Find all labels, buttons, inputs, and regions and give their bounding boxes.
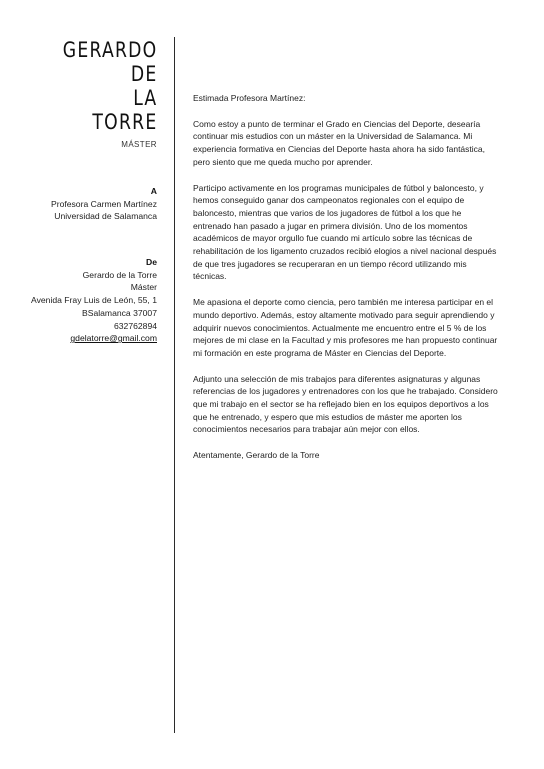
letter-paragraph: Adjunto una selección de mis trabajos para diferentes asignaturas y algunas referencias de los jugadores y entrenadores con los que he trabajado. Considero que mi trabajo en el sector se ha reflejado bien en los equipos deportivos a los que he entrenado, y espero que mis estudios de máster me aporten los conocimientos necesarios para trabajar aún mejor con ellos. xyxy=(193,373,498,435)
applicant-name xyxy=(62,38,157,134)
name-line: DE xyxy=(130,62,157,86)
recipient-name: Profesora Carmen Martínez xyxy=(50,198,157,209)
recipient-organization: Universidad de Salamanca xyxy=(54,211,157,222)
name-line: GERARDO xyxy=(62,38,157,62)
letter-body xyxy=(193,92,498,475)
applicant-role: MÁSTER xyxy=(121,140,157,149)
vertical-divider xyxy=(174,37,175,733)
letter-greeting: Estimada Profesora Martínez: xyxy=(193,93,306,103)
letter-paragraph: Participo activamente en los programas municipales de fútbol y baloncesto, y hemos conseguido ganar dos campeonatos regionales con el equipo de baloncesto, mientras que varios de los jugadores de fútbol a los que he entrenado han pasado a jugar en primera división. Uno de los momentos académicos de mayor orgullo fue cuando mi artículo sobre las técnicas de rehabilitación de los ligamento cruzados recibió elogios a nivel nacional después de que tres jugadores se recuperaran en un tiempo récord utilizando mis técnicas. xyxy=(193,182,497,282)
name-line: TORRE xyxy=(91,110,157,134)
sender-block xyxy=(31,256,157,345)
sender-name: Gerardo de la Torre xyxy=(82,269,157,280)
sender-role: Máster xyxy=(130,282,157,293)
recipient-label: A xyxy=(150,186,157,196)
sender-email-link[interactable]: gdelatorre@gmail.com xyxy=(70,333,157,344)
sender-label: De xyxy=(146,257,157,267)
letter-paragraph: Como estoy a punto de terminar el Grado en Ciencias del Deporte, desearía continuar mis estudios con un máster en la Universidad de Salamanca. Mi experiencia formativa en Ciencias del Deporte hasta ahora ha sido fantástica, pero siento que me queda mucho por aprender. xyxy=(193,118,486,167)
sender-city: BSalamanca 37007 xyxy=(81,307,157,318)
letter-closing: Atentamente, Gerardo de la Torre xyxy=(193,450,320,461)
recipient-block xyxy=(51,185,157,223)
sender-phone: 632762894 xyxy=(113,320,157,331)
letter-paragraph: Me apasiona el deporte como ciencia, pero también me interesa participar en el mundo deportivo. Además, estoy altamente motivado para seguir aprendiendo y adquirir nuevos conocimientos. Actualmente me encuentro entre el 5 % de los mejores de mi clase en la Facultad y mis profesores me han propuesto continuar mi formación en este programa de Máster en Ciencias del Deporte. xyxy=(193,297,498,358)
sender-address: Avenida Fray Luis de León, 55, 1 xyxy=(31,295,157,306)
name-line: LA xyxy=(132,86,157,110)
